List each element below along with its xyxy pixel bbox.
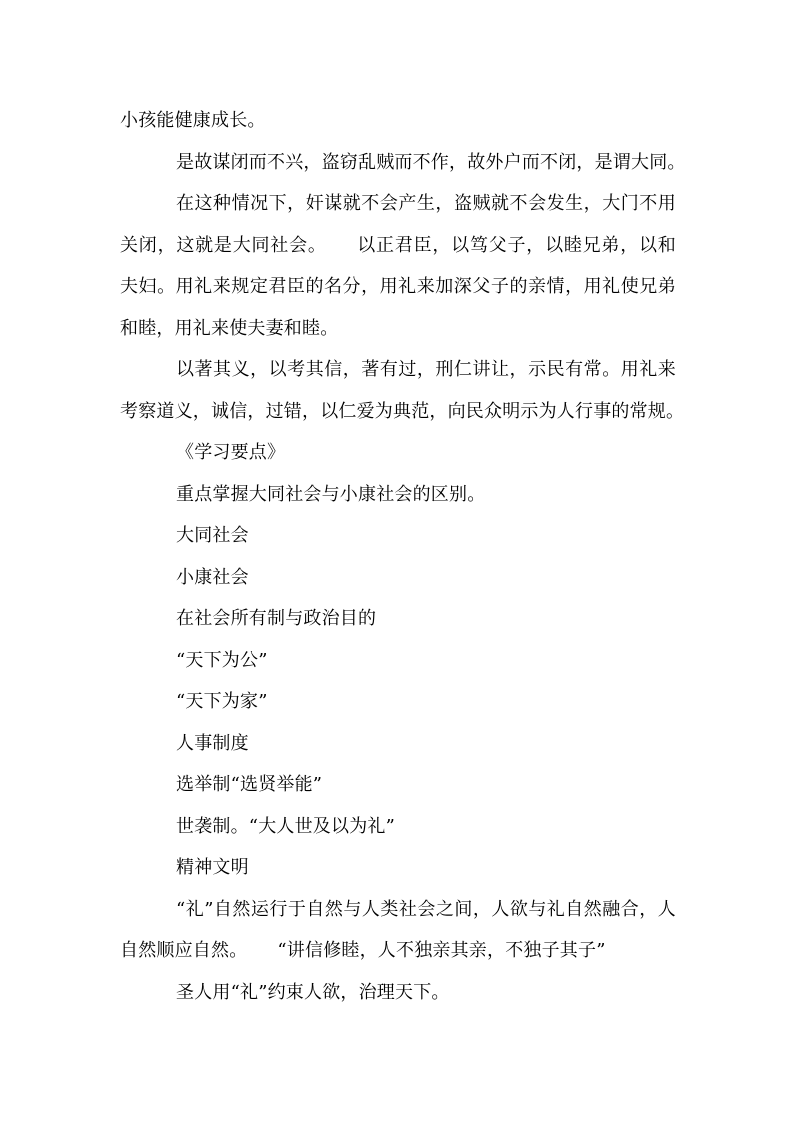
text-line: 小孩能健康成长。: [120, 110, 266, 131]
text-line: “天下为公”: [176, 649, 268, 671]
text-line: 选举制“选贤举能”: [176, 774, 323, 795]
text-segment: 关闭，这就是大同社会。: [120, 234, 327, 256]
text-line: 以著其义，以考其信，著有过，刑仁讲让，示民有常。用礼来: [176, 359, 676, 380]
text-line: 考察道义，诚信，过错，以仁爱为典范，向民众明示为人行事的常规。: [120, 400, 685, 422]
text-line: 小康社会: [176, 566, 249, 588]
text-line: “礼”自然运行于自然与人类社会之间，人欲与礼自然融合，人: [176, 898, 676, 920]
text-line: 在社会所有制与政治目的: [176, 608, 377, 629]
text-line: 是故谋闭而不兴，盗窃乱贼而不作，故外户而不闭，是谓大同。: [176, 151, 686, 173]
text-segment: 以正君臣，以笃父子，以睦兄弟，以和: [356, 234, 676, 256]
text-line: 和睦，用礼来使夫妻和睦。: [120, 317, 339, 339]
text-line: [120, 225, 676, 267]
text-line: 人事制度: [176, 732, 249, 754]
text-line: 圣人用“礼”约束人欲，治理天下。: [176, 981, 450, 1003]
text-line: 大同社会: [176, 525, 249, 546]
text-line: 世袭制。“大人世及以为礼”: [176, 815, 396, 837]
section-heading: 《学习要点》: [176, 442, 286, 463]
text-line: 重点掌握大同社会与小康社会的区别。: [176, 483, 486, 505]
text-line: 精神文明: [176, 857, 249, 878]
text-segment: 自然顺应自然。: [120, 940, 248, 961]
text-line: “天下为家”: [176, 691, 268, 712]
text-line: 在这种情况下，奸谋就不会产生，盗贼就不会发生，大门不用: [176, 193, 676, 214]
text-line: [120, 930, 676, 972]
document-body: [120, 100, 686, 1013]
text-segment: “讲信修睦，人不独亲其亲，不独子其子”: [277, 940, 606, 961]
text-line: 夫妇。用礼来规定君臣的名分，用礼来加深父子的亲情，用礼使兄弟: [120, 276, 676, 297]
